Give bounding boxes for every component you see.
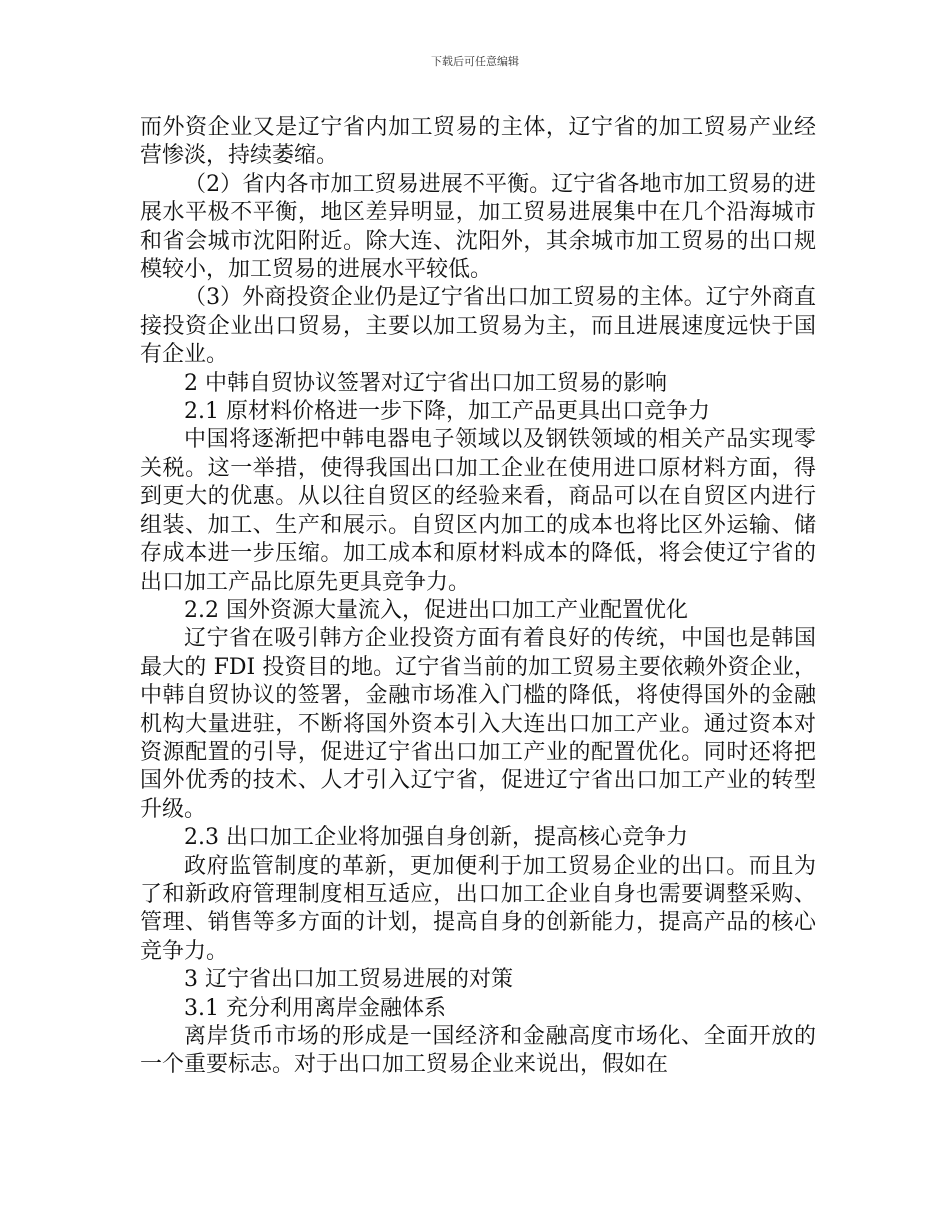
paragraph-2-2-body: 辽宁省在吸引韩方企业投资方面有着良好的传统，中国也是韩国最大的 FDI 投资目的地。辽宁省当前的加工贸易主要依赖外资企业，中韩自贸协议的签署，金融市场准入门槛的降低，将使得国外的金融机构大量进驻，不断将国外资本引入大连出口加工产业。通过资本对资源配置的引导，促进辽宁省出口加工产业的配置优化。同时还将把国外优秀的技术、人才引入辽宁省，促进辽宁省出口加工产业的转型升级。	[140, 626, 816, 822]
subheading-2-1: 2.1 原材料价格进一步下降，加工产品更具出口竞争力	[184, 399, 710, 425]
subheading-2-3: 2.3 出口加工企业将加强自身创新，提高核心竞争力	[184, 825, 688, 851]
paragraph-3: （3）外商投资企业仍是辽宁省出口加工贸易的主体。辽宁外商直接投资企业出口贸易，主要以加工贸易为主，而且进展速度远快于国有企业。	[140, 285, 816, 368]
section-heading-2: 2 中韩自贸协议签署对辽宁省出口加工贸易的影响	[184, 370, 667, 396]
paragraph-2-1-body: 中国将逐渐把中韩电器电子领域以及钢铁领域的相关产品实现零关税。这一举措，使得我国出口加工企业在使用进口原材料方面，得到更大的优惠。从以往自贸区的经验来看，商品可以在自贸区内进行组装、加工、生产和展示。自贸区内加工的成本也将比区外运输、储存成本进一步压缩。加工成本和原材料成本的降低，将会使辽宁省的出口加工产品比原先更具竞争力。	[140, 427, 816, 595]
paragraph-2-3-body: 政府监管制度的革新，更加便利于加工贸易企业的出口。而且为了和新政府管理制度相互适应，出口加工企业自身也需要调整采购、管理、销售等多方面的计划，提高自身的创新能力，提高产品的核心竞争力。	[140, 853, 816, 964]
subheading-3-1: 3.1 充分利用离岸金融体系	[184, 995, 446, 1021]
document-body	[140, 114, 816, 1080]
page-header-note: 下载后可任意编辑	[431, 55, 519, 68]
paragraph-1: 而外资企业又是辽宁省内加工贸易的主体，辽宁省的加工贸易产业经营惨淡，持续萎缩。	[140, 115, 816, 169]
subheading-2-2: 2.2 国外资源大量流入，促进出口加工产业配置优化	[184, 597, 688, 623]
paragraph-2: （2）省内各市加工贸易进展不平衡。辽宁省各地市加工贸易的进展水平极不平衡，地区差异明显，加工贸易进展集中在几个沿海城市和省会城市沈阳附近。除大连、沈阳外，其余城市加工贸易的出口规模较小，加工贸易的进展水平较低。	[140, 171, 816, 283]
section-heading-3: 3 辽宁省出口加工贸易进展的对策	[184, 967, 513, 993]
paragraph-3-1-body: 离岸货币市场的形成是一国经济和金融高度市场化、全面开放的一个重要标志。对于出口加工贸易企业来说出，假如在	[140, 1024, 816, 1078]
